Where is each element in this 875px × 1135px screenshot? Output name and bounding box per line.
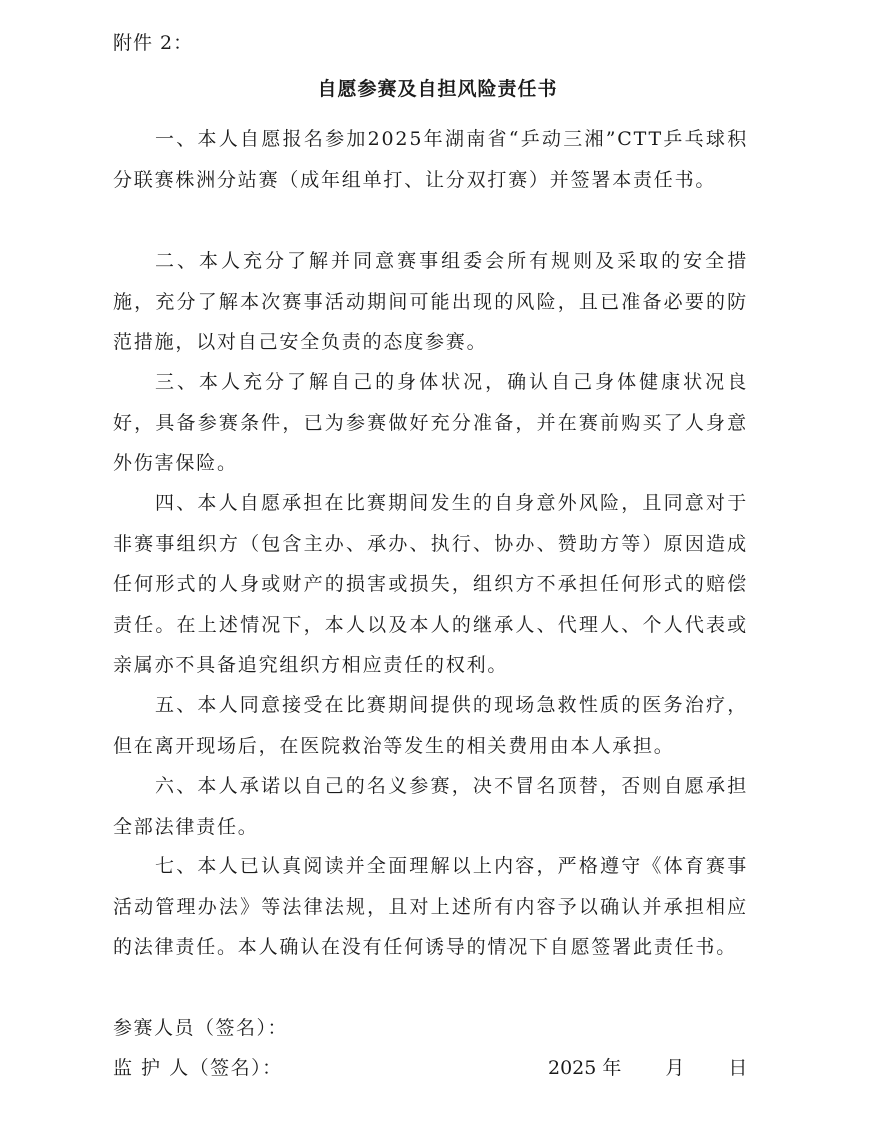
signature-date (548, 1053, 747, 1083)
clause-2: 二、本人充分了解并同意赛事组委会所有规则及采取的安全措施，充分了解本次赛事活动期间可能出现的风险，且已准备必要的防范措施，以对自己安全负责的态度参赛。 (113, 250, 748, 353)
date-month-unit: 月 (665, 1057, 685, 1079)
guardian-signature-label: 监 护 人（签名）： (113, 1057, 283, 1079)
clause-7: 七、本人已认真阅读并全面理解以上内容，严格遵守《体育赛事活动管理办法》等法律法规，且对上述所有内容予以确认并承担相应的法律责任。本人确认在没有任何诱导的情况下自愿签署此责任书。 (113, 855, 748, 958)
clause-4: 四、本人自愿承担在比赛期间发生的自身意外风险，且同意对于非赛事组织方（包含主办、承办、执行、协办、赞助方等）原因造成任何形式的人身或财产的损害或损失，组织方不承担任何形式的赔偿责任。在上述情况下，本人以及本人的继承人、代理人、个人代表或亲属亦不具备追究组织方相应责任的权利。 (113, 492, 748, 676)
clause-6: 六、本人承诺以自己的名义参赛，决不冒名顶替，否则自愿承担全部法律责任。 (113, 775, 748, 838)
clause-5: 五、本人同意接受在比赛期间提供的现场急救性质的医务治疗，但在离开现场后，在医院救治等发生的相关费用由本人承担。 (113, 694, 748, 757)
date-day-unit: 日 (728, 1057, 748, 1079)
clause-3: 三、本人充分了解自己的身体状况，确认自己身体健康状况良好，具备参赛条件，已为参赛做好充分准备，并在赛前购买了人身意外伤害保险。 (113, 371, 748, 474)
participant-signature-label: 参赛人员（签名）： (113, 1017, 289, 1039)
document-title: 自愿参赛及自担风险责任书 (317, 78, 558, 100)
date-year: 2025 (548, 1057, 597, 1079)
date-year-unit: 年 (602, 1057, 622, 1079)
attachment-label: 附件 2： (113, 32, 194, 54)
clause-1: 一、本人自愿报名参加2025年湖南省“乒动三湘”CTT乒乓球积分联赛株洲分站赛（成年组单打、让分双打赛）并签署本责任书。 (113, 128, 748, 191)
